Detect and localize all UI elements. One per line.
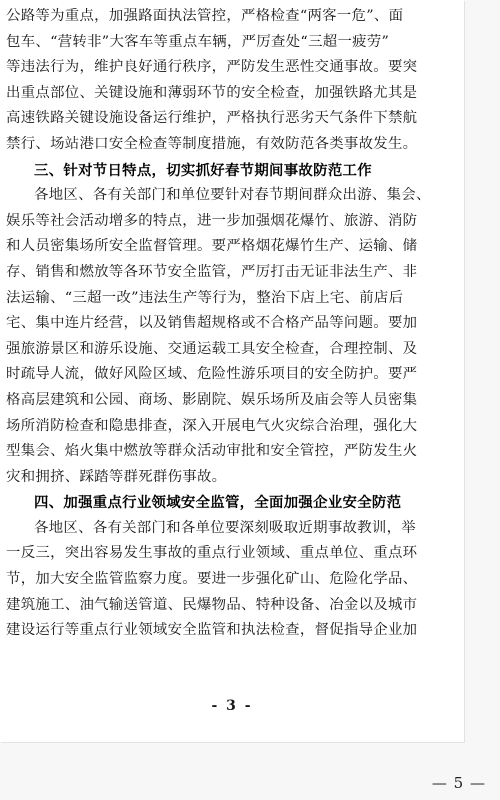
body-line: 包车、“营转非”大客车等重点车辆，严厉查处“三超一疲劳” [6, 33, 390, 50]
body-line: 公路等为重点，加强路面执法管控，严格检查“两客一危”、面 [6, 8, 404, 24]
body-line: 型集会、焰火集中燃放等群众活动审批和安全管控，严防发生火 [6, 443, 418, 460]
body-line: 节，加大安全监管监察力度。要进一步强化矿山、危险化学品、 [6, 571, 418, 588]
page-number: - 3 - [211, 698, 253, 714]
body-line: 娱乐等社会活动增多的特点，进一步加强烟花爆竹、旅游、消防 [6, 212, 418, 229]
section-heading-four: 四、加强重点行业领域安全监管，全面加强企业安全防范 [34, 494, 402, 512]
body-line: 时疏导人流，做好风险区域、危险性游乐项目的安全防护。要严 [6, 366, 418, 383]
body-line: 一反三，突出容易发生事故的重点行业领域、重点单位、重点环 [6, 545, 418, 562]
body-line: 宅、集中连片经营，以及销售超规格或不合格产品等问题。要加 [6, 315, 418, 332]
body-line: 场所消防检查和隐患排查，深入开展电气火灾综合治理，强化大 [6, 417, 418, 434]
body-line: 和人员密集场所安全监督管理。要严格烟花爆竹生产、运输、储 [6, 238, 418, 255]
body-line: 存、销售和燃放等各环节安全监管，严厉打击无证非法生产、非 [6, 263, 418, 280]
body-line: 禁行、场站港口安全检查等制度措施，有效防范各类事故发生。 [6, 135, 418, 152]
outer-page-number: — 5 — [431, 774, 486, 792]
body-line: 等违法行为，维护良好通行秩序，严防发生恶性交通事故。要突 [6, 59, 418, 76]
body-line: 强旅游景区和游乐设施、交通运载工具安全检查，合理控制、及 [6, 340, 418, 357]
body-line: 各地区、各有关部门和各单位要深刻吸取近期事故教训，举 [34, 519, 416, 536]
section-heading-three: 三、针对节日特点，切实抓好春节期间事故防范工作 [34, 161, 372, 179]
body-line: 高速铁路关键设施设备运行维护，严格执行恶劣天气条件下禁航 [6, 110, 418, 127]
body-line: 灾和拥挤、踩踏等群死群伤事故。 [6, 468, 227, 485]
body-line: 格高层建筑和公园、商场、影剧院、娱乐场所及庙会等人员密集 [6, 391, 418, 408]
body-line: 建筑施工、油气输送管道、民爆物品、特种设备、冶金以及城市 [6, 596, 418, 613]
body-line: 各地区、各有关部门和单位要针对春节期间群众出游、集会、 [34, 187, 431, 204]
body-line: 建设运行等重点行业领域安全监管和执法检查，督促指导企业加 [6, 622, 418, 639]
document-body [6, 4, 460, 644]
body-line: 法运输、“三超一改”违法生产等行为，整治下店上宅、前店后 [6, 289, 404, 306]
body-line: 出重点部位、关键设施和薄弱环节的安全检查，加强铁路尤其是 [6, 84, 418, 101]
